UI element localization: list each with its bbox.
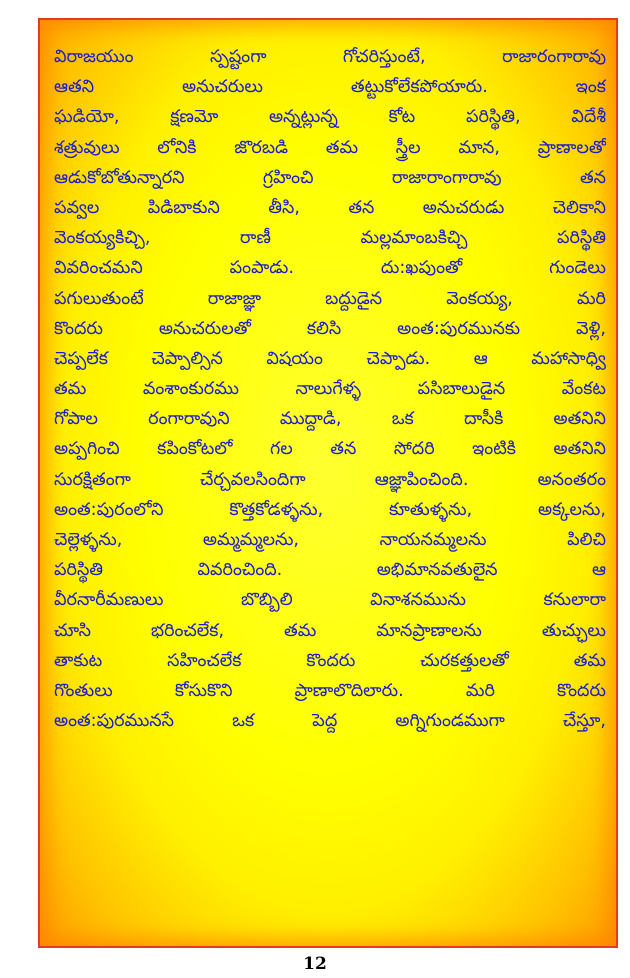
- text-line: శత్రువులు లోనికి జొరబడి తమ స్త్రీల మాన, ప్రాణాలతో: [54, 137, 606, 158]
- text-line: తాకుట సహించలేక కొందరు చురకత్తులతో తమ: [54, 650, 606, 671]
- text-line: చెప్పలేక చెప్పాల్సిన విషయం చెప్పాడు. ఆ మహాసాధ్వి: [54, 348, 606, 369]
- text-line: విరాజయుం స్పష్టంగా గోచరిస్తుంటే, రాజారంగారావు: [54, 47, 606, 67]
- page-number: 12: [303, 954, 327, 974]
- text-line: ఆతని అనుచరులు తట్టుకోలేకపోయారు. ఇంక: [54, 77, 606, 98]
- text-line: ఆడుకోబోతున్నారని గ్రహించి రాజారాంగారావు తన: [54, 167, 606, 188]
- text-line: గోపాల రంగారావుని ముద్దాడి, ఒక దాసీకి అతనిని: [54, 409, 606, 430]
- text-line: పవ్వల పిడిబాకుని తీసి, తన అనుచరుడు చెలికాని: [54, 197, 606, 218]
- body-text: [54, 42, 606, 736]
- text-line: కొందరు అనుచరులతో కలిసి అంత:పురమునకు వెళ్లి,: [54, 318, 606, 339]
- text-line: వీరనారీమణులు బొబ్బిలి వినాశనమును కనులారా: [54, 590, 606, 611]
- text-line: చెల్లెళ్ళను, అమ్మమ్మలను, నాయనమ్మలను పిలిచి: [54, 530, 606, 550]
- text-line: పగులుతుంటే రాజాజ్ఞా బద్దుడైన వెంకయ్య, మరి: [54, 288, 606, 309]
- text-line: పరిస్థితి వివరించింది. అభిమానవతులైన ఆ: [54, 560, 606, 581]
- text-line: గొంతులు కోసుకొని ప్రాణాలొదిలారు. మరి కొందరు: [54, 680, 606, 701]
- text-line: వెంకయ్యకిచ్చి, రాణీ మల్లమాంబకిచ్చి పరిస్థితి: [54, 228, 606, 249]
- text-line: సురక్షితంగా చేర్చవలసిందిగా ఆజ్ఞాపించింది. అనంతరం: [54, 469, 606, 490]
- text-panel: [38, 18, 618, 948]
- text-line: అంత:పురమునసే ఒక పెద్ద అగ్నిగుండముగా చేస్తూ,: [54, 711, 606, 732]
- text-line: అంత:పురంలోని కొత్తకోడళ్ళను, కూతుళ్ళను, అక్కలను,: [54, 499, 606, 520]
- text-line: చూసి భరించలేక, తమ మానప్రాణాలను తుచ్ఛులు: [54, 620, 606, 641]
- text-line: అప్పగించి కపింకోటలో గల తన సోదరి ఇంటికి అతనిని: [54, 439, 606, 460]
- text-line: ఘడియో, క్షణమో అన్నట్లున్న కోట పరిస్థితి, విదేశీ: [54, 107, 606, 128]
- text-line: తమ వంశాంకురము నాలుగేళ్ళ పసిబాలుడైన వేంకట: [54, 379, 606, 400]
- text-line: వివరించమని పంపాడు. దు:ఖపుంతో గుండెలు: [54, 258, 606, 279]
